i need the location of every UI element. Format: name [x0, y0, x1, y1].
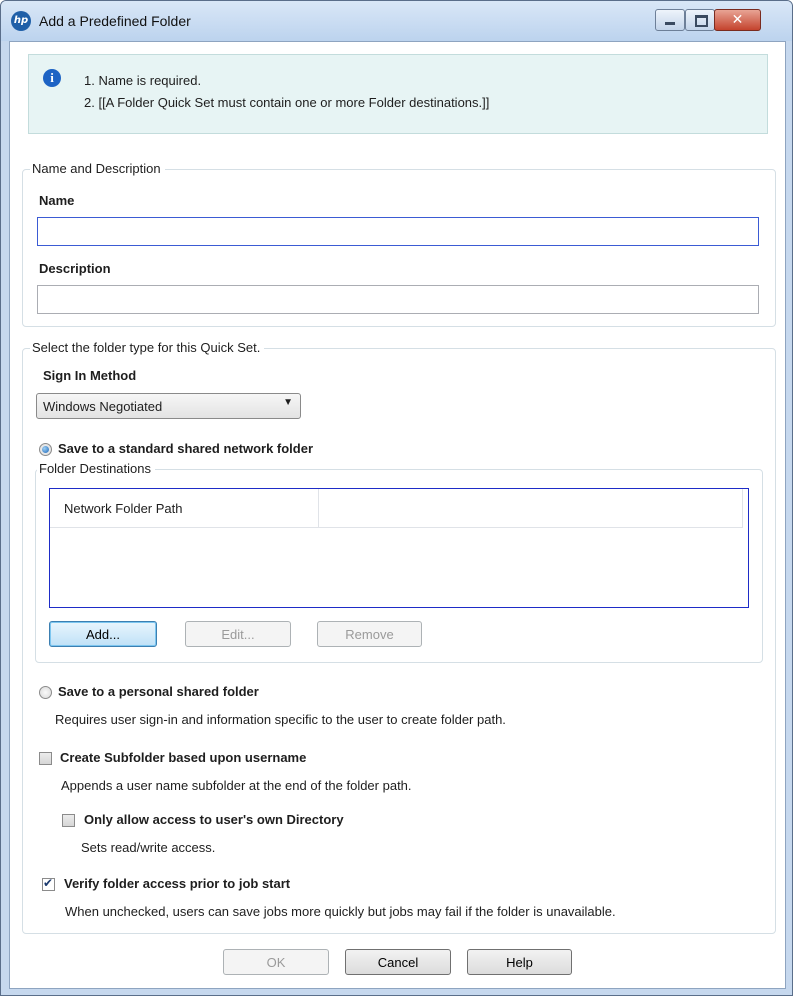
name-label: Name	[39, 193, 75, 208]
personal-folder-radio[interactable]	[39, 686, 52, 699]
verify-access-checkbox[interactable]	[42, 878, 55, 891]
standard-folder-label[interactable]: Save to a standard shared network folder	[58, 441, 314, 456]
description-label: Description	[39, 261, 111, 276]
maximize-button[interactable]	[685, 9, 715, 31]
create-subfolder-label[interactable]: Create Subfolder based upon username	[60, 750, 307, 765]
standard-folder-radio[interactable]	[39, 443, 52, 456]
create-subfolder-description: Appends a user name subfolder at the end of the folder path.	[61, 778, 412, 793]
column-header-network-folder-path[interactable]	[50, 489, 319, 528]
verify-access-label[interactable]: Verify folder access prior to job start	[64, 876, 291, 891]
minimize-button[interactable]	[655, 9, 685, 31]
verify-access-description: When unchecked, users can save jobs more quickly but jobs may fail if the folder is unavailable.	[65, 904, 616, 919]
description-input[interactable]	[37, 285, 759, 314]
info-icon: i	[43, 69, 61, 87]
info-panel	[28, 54, 768, 134]
help-button[interactable]: Help	[467, 949, 572, 975]
title-bar	[1, 1, 792, 41]
folder-destinations-legend: Folder Destinations	[37, 461, 155, 476]
name-description-legend: Name and Description	[30, 161, 165, 176]
create-subfolder-checkbox[interactable]	[39, 752, 52, 765]
edit-destination-button[interactable]: Edit...	[185, 621, 291, 647]
add-destination-button[interactable]: Add...	[49, 621, 157, 647]
minimize-icon	[665, 22, 675, 25]
folder-type-legend: Select the folder type for this Quick Set.	[30, 340, 264, 355]
column-header-empty[interactable]	[319, 489, 743, 528]
sign-in-method-select[interactable]	[36, 393, 301, 419]
sign-in-method-value: Windows Negotiated	[43, 399, 163, 414]
window-title: Add a Predefined Folder	[39, 13, 191, 29]
personal-folder-label[interactable]: Save to a personal shared folder	[58, 684, 259, 699]
dialog-content	[9, 41, 786, 989]
close-icon: ✕	[731, 12, 744, 28]
close-button[interactable]	[714, 9, 761, 31]
own-directory-checkbox[interactable]	[62, 814, 75, 827]
hp-logo: hp	[11, 11, 31, 31]
name-input[interactable]	[37, 217, 759, 246]
info-line-2: 2. [[A Folder Quick Set must contain one or more Folder destinations.]]	[84, 95, 490, 110]
ok-button[interactable]: OK	[223, 949, 329, 975]
info-line-1: 1. Name is required.	[84, 73, 202, 88]
dropdown-arrow-icon: ▼	[283, 397, 293, 408]
cancel-button[interactable]: Cancel	[345, 949, 451, 975]
maximize-icon	[695, 15, 708, 27]
own-directory-label[interactable]: Only allow access to user's own Directory	[84, 812, 344, 827]
checkmark-icon: ✔	[43, 876, 54, 890]
own-directory-description: Sets read/write access.	[81, 840, 216, 855]
remove-destination-button[interactable]: Remove	[317, 621, 422, 647]
destinations-table[interactable]	[49, 488, 749, 608]
column-header-label: Network Folder Path	[64, 501, 183, 516]
personal-folder-description: Requires user sign-in and information specific to the user to create folder path.	[55, 712, 506, 727]
sign-in-method-label: Sign In Method	[43, 368, 137, 383]
